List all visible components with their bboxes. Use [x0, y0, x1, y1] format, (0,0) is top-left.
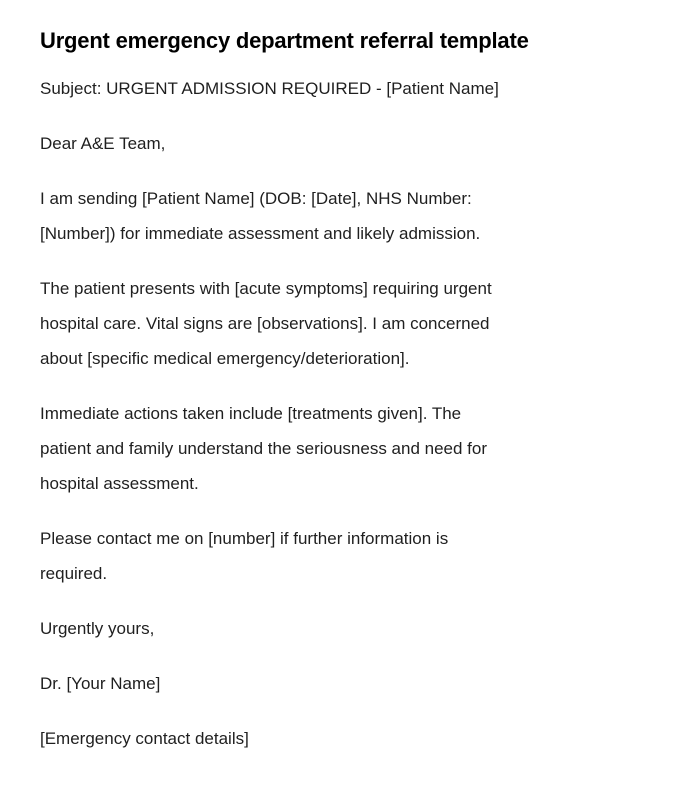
paragraph-line: hospital assessment. — [40, 474, 199, 493]
paragraph-line: Dr. [Your Name] — [40, 674, 161, 693]
paragraph — [40, 71, 660, 106]
paragraph-line: Subject: URGENT ADMISSION REQUIRED - [Patient Name] — [40, 79, 499, 98]
paragraph-line: required. — [40, 564, 108, 583]
paragraph-line: Please contact me on [number] if further information is — [40, 529, 449, 548]
paragraph — [40, 126, 660, 161]
paragraph-line: Immediate actions taken include [treatments given]. The — [40, 404, 462, 423]
paragraph-line: hospital care. Vital signs are [observations]. I am concerned — [40, 314, 490, 333]
paragraph — [40, 611, 660, 646]
paragraph — [40, 521, 660, 591]
paragraph — [40, 721, 660, 756]
paragraph-line: about [specific medical emergency/deterioration]. — [40, 349, 410, 368]
paragraph-line: patient and family understand the seriousness and need for — [40, 439, 488, 458]
paragraph-line: [Number]) for immediate assessment and likely admission. — [40, 224, 481, 243]
document-body — [40, 71, 660, 756]
document-title: Urgent emergency department referral template — [40, 28, 529, 53]
paragraph-line: Dear A&E Team, — [40, 134, 166, 153]
paragraph-line: [Emergency contact details] — [40, 729, 249, 748]
paragraph-line: I am sending [Patient Name] (DOB: [Date], NHS Number: — [40, 189, 472, 208]
paragraph-line: The patient presents with [acute symptoms] requiring urgent — [40, 279, 492, 298]
paragraph — [40, 181, 660, 251]
paragraph — [40, 666, 660, 701]
paragraph-line: Urgently yours, — [40, 619, 155, 638]
paragraph — [40, 271, 660, 376]
paragraph — [40, 396, 660, 501]
